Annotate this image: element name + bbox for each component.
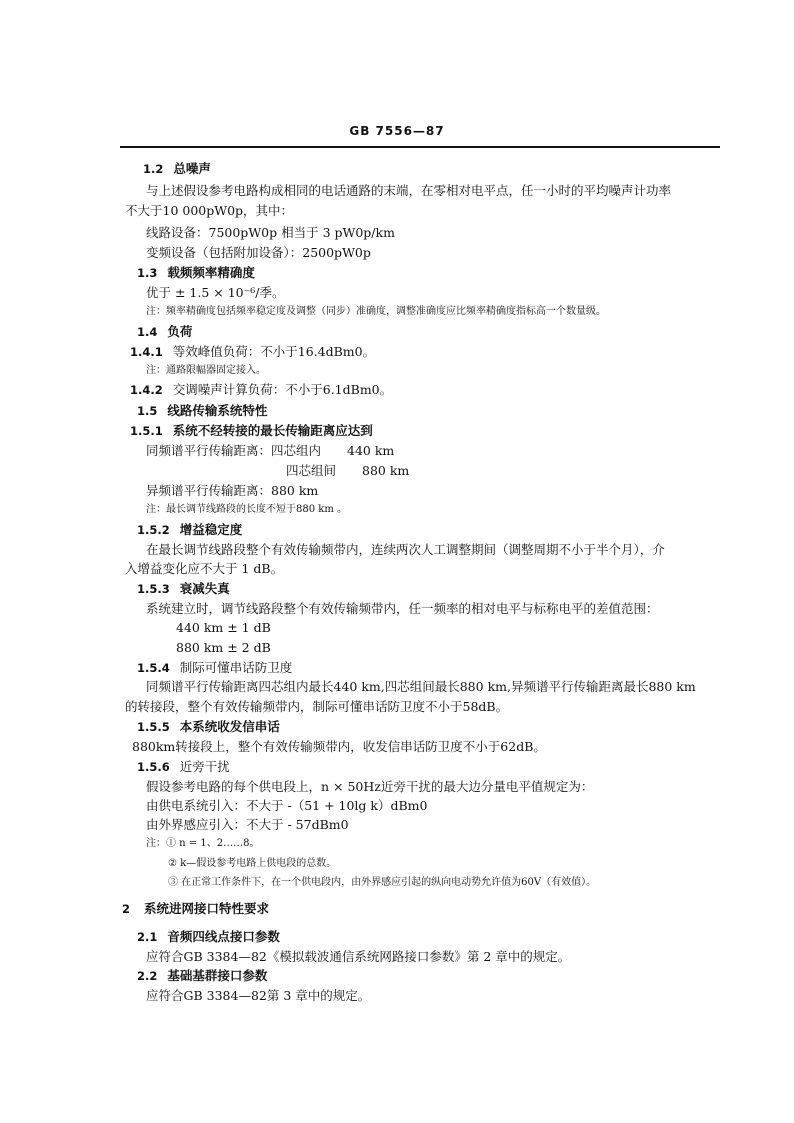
subsection-line: 1.5.6 近旁干扰 (137, 759, 230, 774)
standard-code: GB 7556—87 (349, 124, 445, 138)
paragraph-line: 与上述假设参考电路构成相同的电话通路的末端，在零相对电平点，任一小时的平均噪声计功率 (146, 183, 672, 198)
subsection-line: 1.5.1 系统不经转接的最长传输距离应达到 (130, 423, 373, 438)
subsection-line: 1.5.5 本系统收发信串话 (137, 719, 280, 734)
subsection-line: 1.5.3 衰减失真 (137, 581, 230, 596)
paragraph-line: 880km转接段上，整个有效传输频带内，收发信串话防卫度不小于62dB。 (132, 739, 546, 754)
paragraph-line: 入增益变化应不大于 1 dB。 (125, 561, 284, 576)
subsection-line: 1.4.1 等效峰值负荷：不小于16.4dBm0。 (130, 344, 376, 359)
paragraph-line: 的转接段，整个有效传输频带内，制际可懂串话防卫度不小于58dB。 (125, 699, 509, 714)
paragraph-line: 不大于10 000pW0p，其中： (125, 203, 294, 218)
paragraph-line: 变频设备（包括附加设备）：2500pW0p (146, 245, 371, 260)
note-line: 注：① n = 1、2……8。 (146, 838, 260, 849)
subsection-line: 1.5.4 制际可懂串话防卫度 (137, 660, 293, 675)
note-line: 注：最长调节线路段的长度不短于880 km 。 (146, 504, 347, 515)
chapter-heading: 2 系统进网接口特性要求 (122, 901, 270, 916)
paragraph-line: 优于 ± 1.5 × 10⁻⁶/季。 (146, 285, 285, 300)
section-heading: 2.2 基础基群接口参数 (137, 968, 268, 983)
section-heading: 2.1 音频四线点接口参数 (137, 929, 280, 944)
section-heading: 1.5 线路传输系统特性 (137, 403, 268, 418)
section-heading: 1.2 总噪声 (143, 161, 211, 176)
paragraph-line: 880 km ± 2 dB (176, 640, 271, 655)
paragraph-line: 由供电系统引入：不大于 -（51 + 10lg k）dBm0 (146, 798, 428, 813)
paragraph-line: 在最长调节线路段整个有效传输频带内，连续两次人工调整期间（调整周期不小于半个月），介 (146, 542, 665, 557)
paragraph-line: 线路设备：7500pW0p 相当于 3 pW0p/km (146, 225, 395, 240)
note-line: 注：通路限幅器固定接入。 (146, 365, 266, 376)
paragraph-line: 系统建立时，调节线路段整个有效传输频带内，任一频率的相对电平与标称电平的差值范围： (146, 601, 659, 616)
paragraph-line: 异频谱平行传输距离：880 km (146, 483, 319, 498)
paragraph-line: 四芯组间 880 km (286, 463, 410, 478)
paragraph-line: 应符合GB 3384—82《模拟载波通信系统网路接口参数》第 2 章中的规定。 (146, 949, 571, 964)
note-line: 注：频率精确度包括频率稳定度及调整（同步）准确度，调整准确度应比频率精确度指标高一个数量级。 (146, 306, 606, 317)
paragraph-line: 440 km ± 1 dB (176, 620, 271, 635)
subsection-line: 1.4.2 交调噪声计算负荷：不小于6.1dBm0。 (130, 382, 393, 397)
note-line: ③ 在正常工作条件下，在一个供电段内，由外界感应引起的纵向电动势允许值为60V（有效值）。 (168, 877, 597, 888)
section-heading: 1.4 负荷 (137, 324, 193, 339)
section-heading: 1.3 载频频率精确度 (137, 265, 255, 280)
paragraph-line: 同频谱平行传输距离四芯组内最长440 km,四芯组间最长880 km,异频谱平行传输距离最长880 km (146, 679, 696, 694)
paragraph-line: 假设参考电路的每个供电段上，n × 50Hz近旁干扰的最大边分量电平值规定为： (146, 779, 594, 794)
header-rule (120, 146, 720, 148)
note-line: ② k—假设参考电路上供电段的总数。 (168, 858, 337, 869)
paragraph-line: 由外界感应引入：不大于 - 57dBm0 (146, 817, 349, 832)
paragraph-line: 应符合GB 3384—82第 3 章中的规定。 (146, 988, 371, 1003)
paragraph-line: 同频谱平行传输距离：四芯组内 440 km (146, 443, 395, 458)
subsection-line: 1.5.2 增益稳定度 (137, 522, 243, 537)
